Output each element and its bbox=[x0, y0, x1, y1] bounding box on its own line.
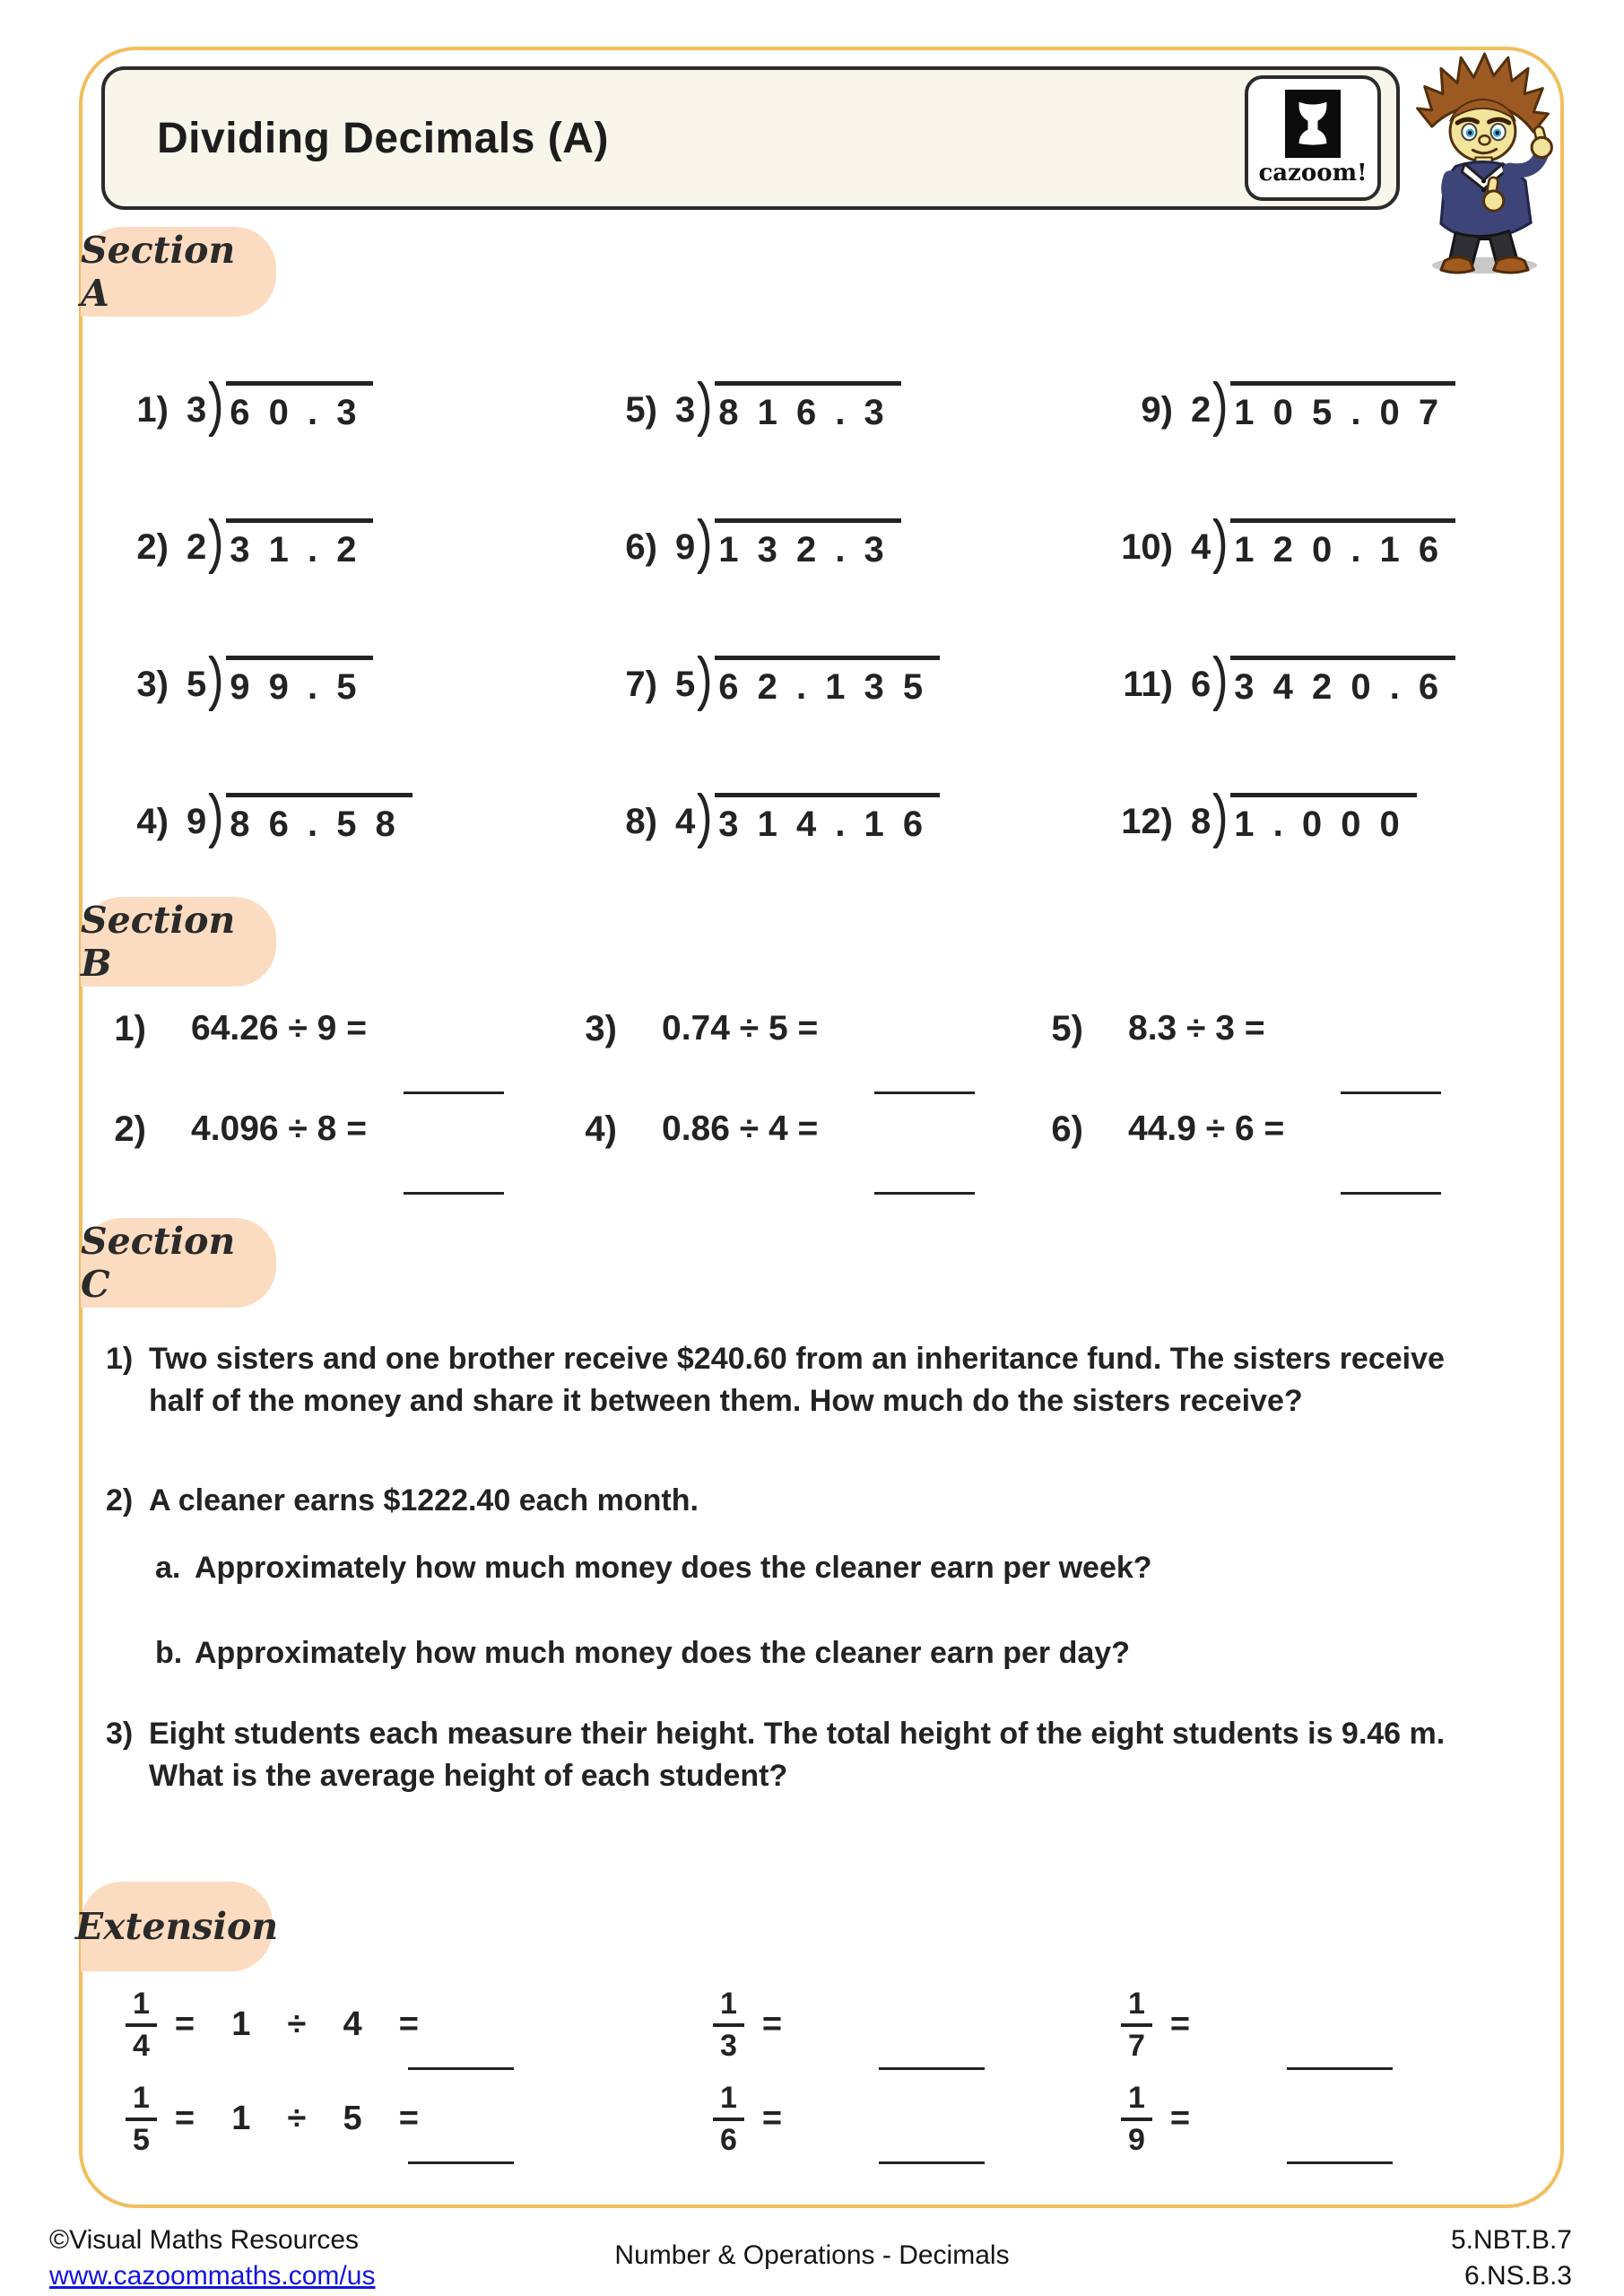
divisor: 9 bbox=[675, 527, 696, 567]
answer-blank[interactable] bbox=[1287, 2161, 1393, 2164]
problem-number: 5) bbox=[625, 390, 657, 430]
long-division-bracket-icon bbox=[1212, 656, 1230, 711]
equation-2 bbox=[94, 1109, 565, 1210]
divisor: 5 bbox=[675, 665, 696, 704]
divisor: 3 bbox=[675, 390, 696, 430]
divisor: 9 bbox=[187, 802, 207, 841]
answer-blank[interactable] bbox=[408, 2067, 514, 2070]
fraction-problem-ninth bbox=[1036, 2072, 1421, 2166]
equation-4 bbox=[565, 1109, 1031, 1210]
equation-6 bbox=[1031, 1109, 1493, 1210]
answer-blank[interactable] bbox=[1341, 1192, 1441, 1195]
long-division-bracket-icon bbox=[208, 793, 226, 848]
expression: = bbox=[761, 2100, 783, 2137]
long-division-bracket-icon bbox=[208, 656, 226, 711]
expression: = bbox=[1169, 2100, 1191, 2137]
division-problem-2 bbox=[108, 518, 596, 656]
word-problem-1 bbox=[106, 1338, 1523, 1422]
division-problem-1 bbox=[108, 381, 596, 518]
long-division-bracket-icon bbox=[1212, 381, 1230, 437]
long-division-bracket-icon bbox=[697, 793, 715, 848]
problem-number: 1) bbox=[106, 1342, 134, 1376]
division-expression: 8.3 ÷ 3 = bbox=[1128, 1009, 1265, 1048]
division-problem-3 bbox=[108, 656, 596, 793]
answer-blank[interactable] bbox=[879, 2067, 985, 2070]
problem-text: Approximately how much money does the cleaner earn per week? bbox=[195, 1551, 1152, 1585]
problem-number: 8) bbox=[625, 802, 657, 841]
problem-number: 1) bbox=[114, 1009, 146, 1048]
word-problem-2a bbox=[106, 1547, 1523, 1589]
division-expression: 0.86 ÷ 4 = bbox=[662, 1109, 819, 1148]
division-expression: 64.26 ÷ 9 = bbox=[191, 1009, 367, 1048]
divisor: 6 bbox=[1191, 665, 1211, 704]
divisor: 8 bbox=[1191, 802, 1211, 841]
section-a-problems bbox=[108, 381, 1578, 930]
fraction-problem-sixth bbox=[628, 2072, 1036, 2166]
fraction: $\frac{1}{5}$ bbox=[126, 2082, 157, 2156]
website-link[interactable]: www.cazoommaths.com/us bbox=[49, 2261, 376, 2291]
answer-blank[interactable] bbox=[1287, 2067, 1393, 2070]
expression: = bbox=[761, 2005, 783, 2043]
extension-label: Extension bbox=[81, 1882, 273, 1971]
mascot-boy-illustration bbox=[1404, 43, 1564, 274]
problem-number: 3) bbox=[106, 1717, 134, 1751]
extension-problems bbox=[126, 1978, 1421, 2166]
page-title: Dividing Decimals (A) bbox=[157, 114, 609, 162]
division-problem-5 bbox=[596, 381, 1112, 518]
section-b-problems bbox=[94, 1009, 1493, 1210]
fraction-problem-third bbox=[628, 1978, 1036, 2072]
divisor: 2 bbox=[187, 527, 207, 567]
answer-blank[interactable] bbox=[1341, 1091, 1441, 1094]
problem-number: 12) bbox=[1121, 802, 1173, 841]
divisor: 4 bbox=[1191, 527, 1211, 567]
dividend: 3 1 4 . 1 6 bbox=[715, 793, 940, 845]
fraction: $\frac{1}{4}$ bbox=[126, 1987, 157, 2062]
problem-number: 11) bbox=[1123, 665, 1173, 704]
divisor: 3 bbox=[187, 390, 207, 430]
division-problem-6 bbox=[596, 518, 1112, 656]
division-problem-9 bbox=[1112, 381, 1578, 518]
section-a-label: Section A bbox=[81, 227, 276, 317]
fraction-problem-seventh bbox=[1036, 1978, 1421, 2072]
expression: = 1 ÷ 5 = bbox=[174, 2100, 419, 2137]
problem-number: 7) bbox=[625, 665, 657, 704]
equation-1 bbox=[94, 1009, 565, 1109]
dividend: 1 2 0 . 1 6 bbox=[1230, 518, 1455, 570]
section-c-label: Section C bbox=[81, 1218, 276, 1308]
problem-text: Two sisters and one brother receive $240.60 from an inheritance fund. The sisters receive half of the money and share it between them. How much do the sisters receive? bbox=[149, 1342, 1445, 1418]
expression: = bbox=[1169, 2005, 1191, 2043]
cazoom-logo bbox=[1245, 75, 1381, 201]
problem-number: 5) bbox=[1051, 1009, 1083, 1048]
division-problem-11 bbox=[1112, 656, 1578, 793]
problem-number: 6) bbox=[625, 527, 657, 567]
division-expression: 0.74 ÷ 5 = bbox=[662, 1009, 819, 1048]
copyright-text: ©Visual Maths Resources bbox=[49, 2225, 360, 2255]
problem-number: 4) bbox=[585, 1109, 617, 1149]
problem-number: 2) bbox=[114, 1109, 146, 1149]
problem-number: 9) bbox=[1141, 390, 1173, 430]
problem-text: Approximately how much money does the cleaner earn per day? bbox=[195, 1636, 1130, 1670]
section-c-problems bbox=[106, 1338, 1523, 1797]
dividend: 8 1 6 . 3 bbox=[715, 381, 901, 433]
standard-code-1: 5.NBT.B.7 bbox=[1450, 2225, 1572, 2255]
word-problem-3 bbox=[106, 1713, 1523, 1797]
problem-number: 2) bbox=[106, 1483, 134, 1518]
long-division-bracket-icon bbox=[208, 381, 226, 437]
dividend: 6 0 . 3 bbox=[226, 381, 373, 433]
standard-code-2: 6.NS.B.3 bbox=[1463, 2261, 1572, 2291]
fraction: $\frac{1}{9}$ bbox=[1121, 2082, 1152, 2156]
dividend: 3 1 . 2 bbox=[226, 518, 373, 570]
problem-number: 1) bbox=[136, 390, 169, 430]
answer-blank[interactable] bbox=[879, 2161, 985, 2164]
division-problem-10 bbox=[1112, 518, 1578, 656]
dividend: 1 0 5 . 0 7 bbox=[1230, 381, 1455, 433]
problem-number: 6) bbox=[1051, 1109, 1083, 1149]
fraction-problem-fifth bbox=[126, 2072, 628, 2166]
division-problem-12 bbox=[1112, 793, 1578, 930]
dividend: 1 . 0 0 0 bbox=[1230, 793, 1417, 845]
long-division-bracket-icon bbox=[208, 518, 226, 574]
equation-3 bbox=[565, 1009, 1031, 1109]
fraction-problem-quarter bbox=[126, 1978, 628, 2072]
answer-blank[interactable] bbox=[874, 1192, 975, 1195]
answer-blank[interactable] bbox=[404, 1192, 504, 1195]
division-expression: 44.9 ÷ 6 = bbox=[1128, 1109, 1285, 1148]
equation-5 bbox=[1031, 1009, 1493, 1109]
problem-number: 2) bbox=[136, 527, 169, 567]
answer-blank[interactable] bbox=[404, 1091, 504, 1094]
long-division-bracket-icon bbox=[1212, 518, 1230, 574]
fraction: $\frac{1}{3}$ bbox=[713, 1987, 744, 2062]
long-division-bracket-icon bbox=[697, 656, 715, 711]
word-problem-2b bbox=[106, 1632, 1523, 1674]
problem-text: A cleaner earns $1222.40 each month. bbox=[149, 1483, 699, 1518]
divisor: 5 bbox=[187, 665, 207, 704]
long-division-bracket-icon bbox=[697, 381, 715, 437]
problem-number: 3) bbox=[136, 665, 169, 704]
sub-problem-letter: b. bbox=[155, 1636, 183, 1670]
expression: = 1 ÷ 4 = bbox=[174, 2005, 419, 2043]
problem-number: 3) bbox=[585, 1009, 617, 1048]
long-division-bracket-icon bbox=[1212, 793, 1230, 848]
dividend: 9 9 . 5 bbox=[226, 656, 373, 708]
title-box bbox=[101, 66, 1400, 210]
long-division-bracket-icon bbox=[697, 518, 715, 574]
problem-number: 10) bbox=[1121, 527, 1173, 567]
divisor: 2 bbox=[1191, 390, 1211, 430]
answer-blank[interactable] bbox=[874, 1091, 975, 1094]
dividend: 3 4 2 0 . 6 bbox=[1230, 656, 1455, 708]
divisor: 4 bbox=[675, 802, 696, 841]
fraction: $\frac{1}{7}$ bbox=[1121, 1987, 1152, 2062]
dividend: 6 2 . 1 3 5 bbox=[715, 656, 940, 708]
dividend: 1 3 2 . 3 bbox=[715, 518, 901, 570]
problem-number: 4) bbox=[136, 802, 169, 841]
section-b-label: Section B bbox=[81, 897, 276, 987]
division-problem-7 bbox=[596, 656, 1112, 793]
sub-problem-letter: a. bbox=[155, 1551, 181, 1585]
fraction: $\frac{1}{6}$ bbox=[713, 2082, 744, 2156]
problem-text: Eight students each measure their height. The total height of the eight students is 9.46 m. What is the average height of each student? bbox=[149, 1717, 1446, 1793]
cazoom-logo-text: cazoom! bbox=[1258, 160, 1368, 187]
answer-blank[interactable] bbox=[408, 2161, 514, 2164]
division-problem-8 bbox=[596, 793, 1112, 930]
division-expression: 4.096 ÷ 8 = bbox=[191, 1109, 367, 1148]
cazoom-drum-icon bbox=[1285, 90, 1341, 158]
topic-label: Number & Operations - Decimals bbox=[614, 2240, 1010, 2270]
dividend: 8 6 . 5 8 bbox=[226, 793, 413, 845]
word-problem-2 bbox=[106, 1480, 1523, 1522]
